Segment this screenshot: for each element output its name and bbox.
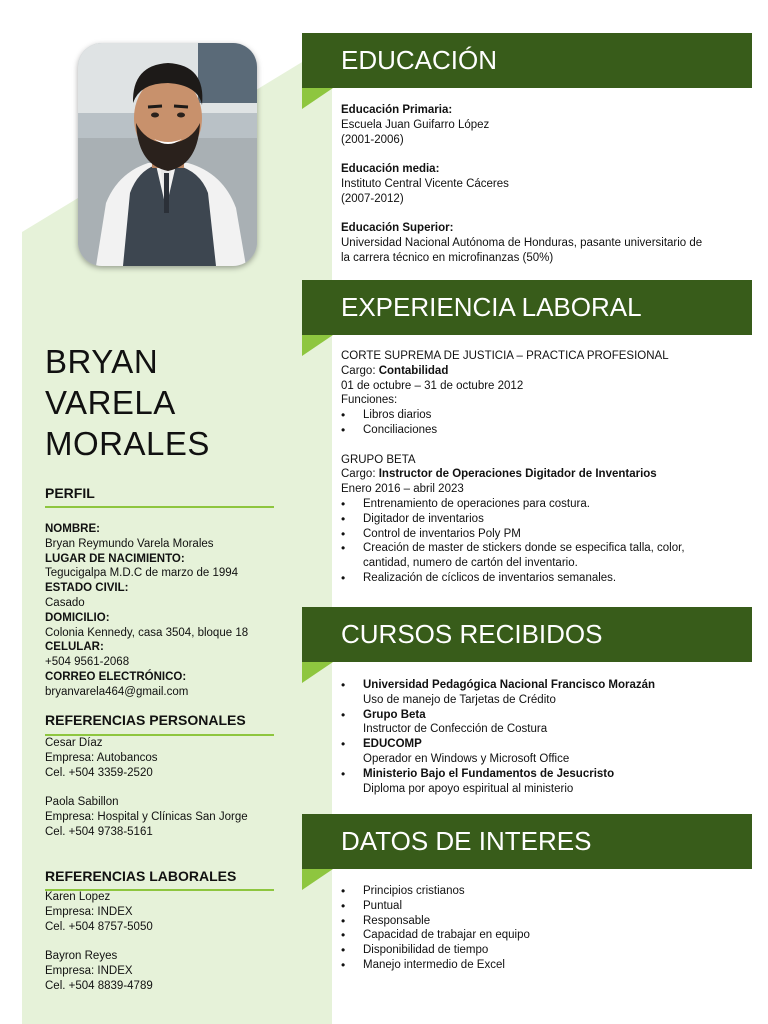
perfil-value: Casado bbox=[45, 596, 85, 609]
job-cargo bbox=[341, 364, 731, 379]
perfil-label: CELULAR: bbox=[45, 641, 104, 654]
experiencia-banner-corner bbox=[302, 335, 333, 356]
perfil-value: Tegucigalpa M.D.C de marzo de 1994 bbox=[45, 567, 239, 580]
curso-item bbox=[341, 737, 731, 767]
curso-org: • Grupo Beta bbox=[363, 708, 426, 721]
edu-years: la carrera técnico en microfinanzas (50%) bbox=[341, 251, 554, 264]
job-cargo bbox=[341, 467, 731, 482]
interes-item: • Capacidad de trabajar en equipo bbox=[341, 928, 731, 943]
ref-personales-list bbox=[45, 736, 248, 840]
perfil-divider bbox=[45, 506, 274, 508]
intereses-banner-corner bbox=[302, 869, 333, 890]
experiencia-banner: EXPERIENCIA LABORAL bbox=[302, 280, 752, 335]
ref-phone: Cel. +504 8757-5050 bbox=[45, 920, 153, 933]
perfil-label: NOMBRE: bbox=[45, 523, 100, 535]
edu-level: Educación Primaria: bbox=[341, 104, 453, 116]
cursos-list bbox=[341, 678, 731, 796]
perfil-label: LUGAR DE NACIMIENTO: bbox=[45, 552, 185, 565]
job-cargo-label: Cargo: bbox=[341, 468, 379, 481]
ref-laborales-title: REFERENCIAS LABORALES bbox=[45, 868, 237, 884]
interes-item: • Principios cristianos bbox=[341, 884, 731, 899]
edu-years: (2007-2012) bbox=[341, 192, 404, 205]
curso-desc: Operador en Windows y Microsoft Office bbox=[363, 752, 570, 765]
ref-phone: Cel. +504 9738-5161 bbox=[45, 825, 153, 838]
curso-desc: Instructor de Confección de Costura bbox=[363, 723, 548, 736]
perfil-title: PERFIL bbox=[45, 485, 95, 501]
curso-desc: Uso de manejo de Tarjetas de Crédito bbox=[363, 693, 556, 706]
educacion-banner: EDUCACIÓN bbox=[302, 33, 752, 88]
job-cargo-value: Instructor de Operaciones Digitador de Inventarios bbox=[378, 468, 657, 481]
name-middle: VARELA bbox=[45, 384, 176, 421]
task-item: • Entrenamiento de operaciones para costura. bbox=[341, 497, 731, 512]
job-company: CORTE SUPREMA DE JUSTICIA – PRACTICA PROFESIONAL bbox=[341, 350, 669, 362]
intereses-list bbox=[341, 884, 731, 973]
job-dates: 01 de octubre – 31 de octubre 2012 bbox=[341, 379, 524, 392]
perfil-value: Bryan Reymundo Varela Morales bbox=[45, 537, 214, 550]
full-name bbox=[45, 341, 210, 464]
job-dates: Enero 2016 – abril 2023 bbox=[341, 483, 464, 496]
ref-phone: Cel. +504 3359-2520 bbox=[45, 766, 153, 779]
interes-item: • Disponibilidad de tiempo bbox=[341, 943, 731, 958]
ref-company: Empresa: Hospital y Clínicas San Jorge bbox=[45, 810, 248, 823]
perfil-value: +504 9561-2068 bbox=[45, 656, 130, 669]
interes-item: • Manejo intermedio de Excel bbox=[341, 958, 731, 973]
curso-desc: Diploma por apoyo espiritual al ministerio bbox=[363, 782, 574, 795]
cursos-banner-corner bbox=[302, 662, 333, 683]
educacion-banner-corner bbox=[302, 88, 333, 109]
name-last: MORALES bbox=[45, 425, 210, 462]
ref-name: Bayron Reyes bbox=[45, 950, 118, 963]
curso-org: • EDUCOMP bbox=[363, 738, 422, 751]
experiencia-list bbox=[341, 349, 731, 586]
edu-level: Educación Superior: bbox=[341, 222, 454, 235]
ref-company: Empresa: INDEX bbox=[45, 964, 133, 977]
task-item: • Realización de cíclicos de inventarios semanales. bbox=[341, 571, 731, 586]
perfil-label: DOMICILIO: bbox=[45, 611, 110, 624]
curso-item bbox=[341, 767, 731, 797]
ref-company: Empresa: Autobancos bbox=[45, 751, 158, 764]
curso-org: • Ministerio Bajo el Fundamentos de Jesucristo bbox=[363, 767, 615, 780]
ref-laborales-list bbox=[45, 890, 153, 994]
curso-item bbox=[341, 678, 731, 708]
perfil-value: Colonia Kennedy, casa 3504, bloque 18 bbox=[45, 626, 249, 639]
curso-org: • Universidad Pedagógica Nacional Francisco Morazán bbox=[363, 679, 656, 691]
task-item: • Libros diarios bbox=[341, 408, 731, 423]
curso-item bbox=[341, 708, 731, 738]
edu-school: Universidad Nacional Autónoma de Honduras, pasante universitario de bbox=[341, 237, 703, 250]
cursos-banner: CURSOS RECIBIDOS bbox=[302, 607, 752, 662]
profile-photo bbox=[78, 43, 257, 266]
perfil-label: ESTADO CIVIL: bbox=[45, 582, 129, 595]
interes-item: • Responsable bbox=[341, 914, 731, 929]
ref-name: Paola Sabillon bbox=[45, 796, 119, 809]
ref-company: Empresa: INDEX bbox=[45, 905, 133, 918]
ref-name: Karen Lopez bbox=[45, 891, 111, 903]
job-cargo-label: Cargo: bbox=[341, 364, 379, 377]
perfil-details bbox=[45, 522, 248, 700]
edu-level: Educación media: bbox=[341, 163, 440, 176]
ref-personales-title: REFERENCIAS PERSONALES bbox=[45, 712, 246, 728]
ref-name: Cesar Díaz bbox=[45, 737, 103, 749]
job-cargo-value: Contabilidad bbox=[378, 364, 449, 377]
intereses-banner: DATOS DE INTERES bbox=[302, 814, 752, 869]
interes-item: • Puntual bbox=[341, 899, 731, 914]
task-item: • Control de inventarios Poly PM bbox=[341, 527, 731, 542]
job-tasks bbox=[341, 497, 731, 586]
educacion-list bbox=[341, 103, 731, 266]
job-tasks bbox=[341, 408, 731, 438]
perfil-label: CORREO ELECTRÓNICO: bbox=[45, 670, 187, 683]
perfil-value: bryanvarela464@gmail.com bbox=[45, 685, 189, 698]
task-item: • Digitador de inventarios bbox=[341, 512, 731, 527]
job-company: GRUPO BETA bbox=[341, 453, 416, 466]
job-funciones: Funciones: bbox=[341, 394, 398, 407]
edu-years: (2001-2006) bbox=[341, 133, 404, 146]
edu-school: Instituto Central Vicente Cáceres bbox=[341, 177, 509, 190]
name-first: BRYAN bbox=[45, 343, 159, 380]
task-item: • Conciliaciones bbox=[341, 423, 731, 438]
edu-school: Escuela Juan Guifarro López bbox=[341, 118, 490, 131]
ref-phone: Cel. +504 8839-4789 bbox=[45, 979, 153, 992]
task-item: • Creación de master de stickers donde se especifica talla, color, cantidad, numero de cartón del inventario. bbox=[341, 541, 731, 571]
